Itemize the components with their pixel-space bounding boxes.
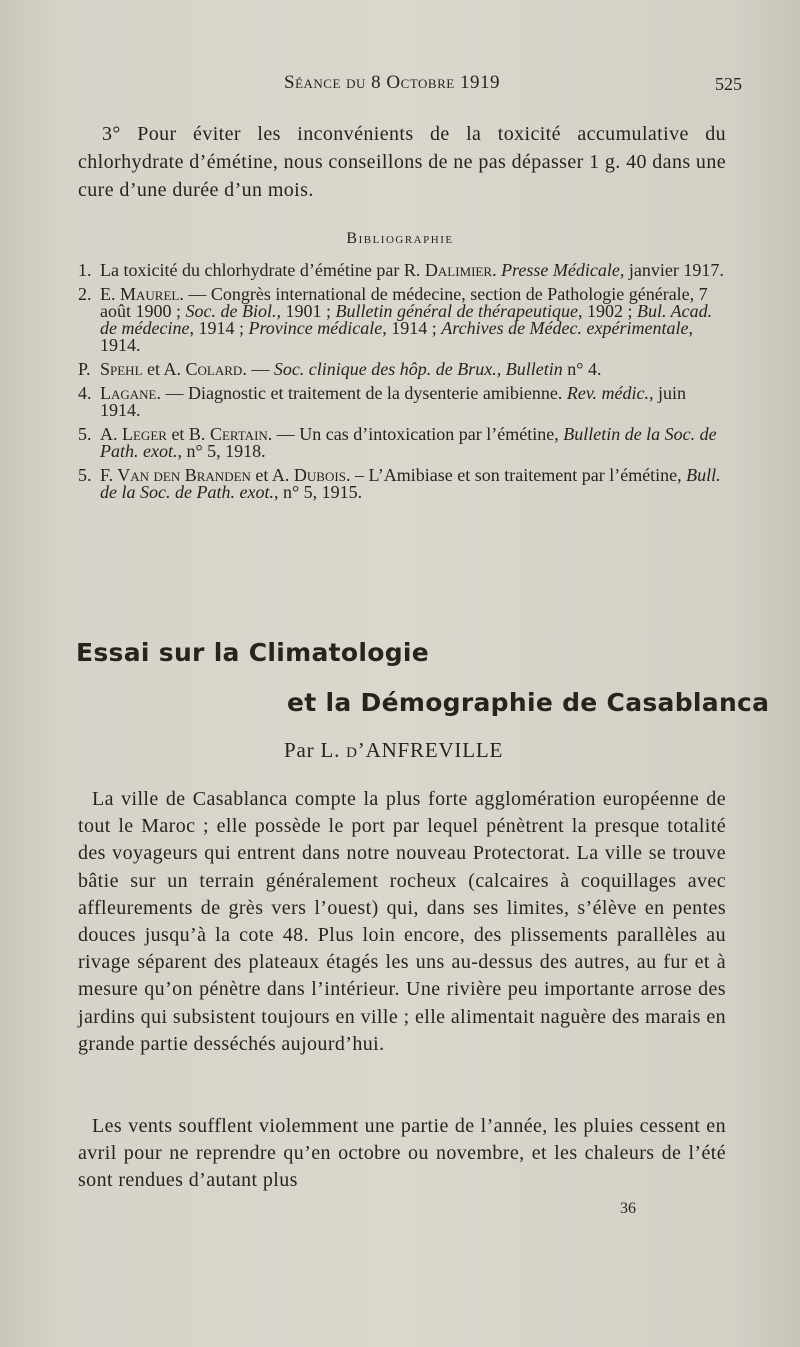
entry-author: Colard bbox=[185, 359, 243, 379]
entry-author: E. Maurel bbox=[100, 284, 180, 304]
entry-author: Lagane bbox=[100, 383, 157, 403]
body-paragraph: Les vents soufflent violemment une partie de l’année, les pluies cessent en avril pour ne reprendre qu’en octobre ou novembre, et les chaleurs de l’été sont rendues d’autant plus bbox=[78, 1115, 726, 1192]
author-byline bbox=[284, 738, 503, 763]
entry-text: . — Diagnostic et traitement de la dysenterie amibienne. bbox=[156, 383, 567, 403]
byline-prefix: Par L. bbox=[284, 738, 347, 762]
bibliography-entry bbox=[78, 426, 726, 460]
entry-journal: Bul. Acad. de médecine bbox=[100, 301, 713, 338]
entry-text: , 1914 ; bbox=[382, 318, 442, 338]
entry-journal: Bulletin général de thérapeutique bbox=[335, 301, 578, 321]
entry-number: P. bbox=[78, 359, 91, 379]
entry-number: 5. bbox=[78, 424, 92, 444]
entry-text: et B. bbox=[166, 424, 210, 444]
byline-particle: d’ bbox=[346, 738, 366, 762]
bibliography-entry bbox=[78, 361, 726, 378]
entry-text: janvier 1917. bbox=[624, 260, 724, 280]
entry-author: Dalimier bbox=[424, 260, 493, 280]
entry-journal: Presse Médicale, bbox=[496, 260, 625, 280]
entry-journal: Province médicale bbox=[248, 318, 383, 338]
intro-paragraph: 3° Pour éviter les inconvénients de la toxicité accumulative du chlorhydrate d’émétine, nous conseillons de ne pas dépasser 1 g. 40 dans une cure d’une durée d’un mois. bbox=[78, 123, 727, 201]
entry-journal: Soc. clinique des hôp. de Brux., Bulletin bbox=[273, 359, 563, 379]
bibliography-heading: Bibliographie bbox=[346, 230, 454, 247]
entry-text: , 1902 ; bbox=[577, 301, 637, 321]
entry-text: . — bbox=[242, 359, 274, 379]
entry-journal: Bulletin de la Soc. de Path. exot. bbox=[100, 424, 717, 461]
entry-text: , 1914 ; bbox=[189, 318, 249, 338]
entry-author: F. Van den Branden bbox=[100, 465, 251, 485]
entry-number: 5. bbox=[78, 465, 92, 485]
entry-author: Dubois bbox=[293, 465, 346, 485]
byline-name: ANFREVILLE bbox=[365, 738, 504, 762]
article-title-line-1: Essai sur la Climatologie bbox=[76, 638, 430, 667]
entry-text: , 1914. bbox=[100, 318, 693, 355]
article-title-line-2: et la Démographie de Casablanca bbox=[287, 688, 770, 717]
entry-number: 1. bbox=[78, 260, 92, 280]
entry-text: , n° 5, 1918. bbox=[177, 441, 266, 461]
bibliography-entry bbox=[78, 467, 726, 501]
entry-text: , n° 5, 1915. bbox=[273, 482, 363, 502]
entry-number: 4. bbox=[78, 383, 92, 403]
entry-text: . — Congrès international de médecine, section de Pathologie générale, 7 août 1900 ; bbox=[100, 284, 708, 321]
entry-text: et A. bbox=[142, 359, 186, 379]
running-title: Séance du 8 Octobre 1919 bbox=[284, 72, 500, 93]
entry-text: . — Un cas d’intoxication par l’émétine, bbox=[267, 424, 564, 444]
entry-journal: Rev. médic. bbox=[566, 383, 649, 403]
entry-text: et A. bbox=[250, 465, 294, 485]
entry-author: Certain bbox=[209, 424, 268, 444]
entry-text: . bbox=[492, 260, 497, 280]
entry-text: . – L’Amibiase et son traitement par l’émétine, bbox=[345, 465, 687, 485]
signature-mark: 36 bbox=[620, 1200, 636, 1217]
entry-text: n° 4. bbox=[562, 359, 602, 379]
entry-author: Spehl bbox=[100, 359, 143, 379]
page-number: 525 bbox=[715, 74, 742, 94]
entry-text: , juin 1914. bbox=[100, 383, 687, 420]
entry-text: La toxicité du chlorhydrate d’émétine par R. bbox=[100, 260, 425, 280]
entry-text: , 1901 ; bbox=[276, 301, 336, 321]
entry-author: A. Leger bbox=[100, 424, 167, 444]
bibliography-entry bbox=[78, 262, 726, 279]
entry-journal: Archives de Médec. expérimentale bbox=[441, 318, 689, 338]
entry-number: 2. bbox=[78, 284, 92, 304]
entry-journal: Soc. de Biol. bbox=[185, 301, 277, 321]
body-paragraph: La ville de Casablanca compte la plus forte agglomération européenne de tout le Maroc ; elle possède le port par lequel pénètrent la presque totalité des voyageurs qui entrent dans notre nouveau Protectorat. La ville se trouve bâtie sur un terrain généralement rocheux (calcaires à coquillages avec affleurements de grès vers l’ouest) qui, dans ses limites, s’élève en pentes douces jusqu’à la cote 48. Plus loin encore, des plissements parallèles au rivage séparent des plateaux étagés les uns au-dessus des autres, au fur et à mesure qu’on pénètre dans l’intérieur. Une rivière peu importante arrose des jardins qui subsistent toujours en ville ; elle alimentait naguère des marais en grande partie desséchés aujourd’hui. bbox=[78, 788, 726, 1055]
running-header bbox=[0, 72, 800, 102]
entry-journal: Bull. de la Soc. de Path. exot. bbox=[100, 465, 721, 502]
bibliography-list bbox=[78, 262, 726, 508]
bibliography-entry bbox=[78, 385, 726, 419]
bibliography-entry bbox=[78, 286, 726, 354]
